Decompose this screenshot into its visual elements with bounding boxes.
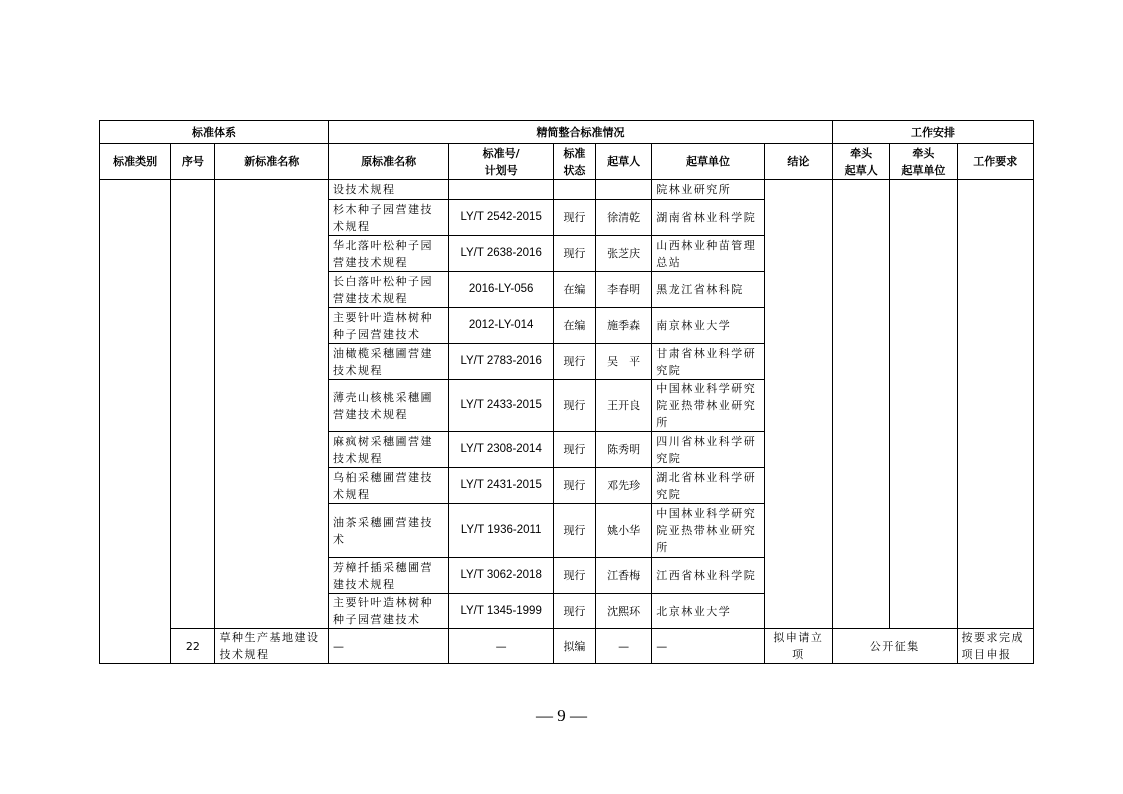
header-lead-unit-line2: 起草单位 xyxy=(901,163,946,177)
header-requirement: 工作要求 xyxy=(957,144,1033,180)
orig-name-cell: 设技术规程 xyxy=(328,180,448,200)
std-no-cell: LY/T 2431-2015 xyxy=(449,468,553,504)
conclusion-cell xyxy=(764,180,832,629)
drafting-unit-cell: 院林业研究所 xyxy=(652,180,764,200)
drafter-cell: 张芝庆 xyxy=(596,236,652,272)
drafter-cell: 施季森 xyxy=(596,308,652,344)
orig-name-cell: 华北落叶松种子园营建技术规程 xyxy=(328,236,448,272)
status-cell: 现行 xyxy=(553,380,595,432)
header-drafting-unit: 起草单位 xyxy=(652,144,764,180)
status-cell: 现行 xyxy=(553,504,595,558)
orig-name-cell: 油橄榄采穗圃营建技术规程 xyxy=(328,344,448,380)
std-no-cell: LY/T 2783-2016 xyxy=(449,344,553,380)
header-group-integration: 精简整合标准情况 xyxy=(328,121,832,144)
orig-name-cell: 麻疯树采穗圃营建技术规程 xyxy=(328,432,448,468)
drafting-unit-cell: 甘肃省林业科学研究院 xyxy=(652,344,764,380)
header-orig-name: 原标准名称 xyxy=(328,144,448,180)
header-status xyxy=(553,144,595,180)
seq-cell xyxy=(171,180,215,629)
new-name-cell xyxy=(215,180,329,629)
std-no-cell: LY/T 2638-2016 xyxy=(449,236,553,272)
drafting-unit-cell: 江西省林业科学院 xyxy=(652,558,764,594)
header-conclusion: 结论 xyxy=(764,144,832,180)
header-status-line1: 标准 xyxy=(563,146,586,160)
std-no-cell: LY/T 3062-2018 xyxy=(449,558,553,594)
header-std-no xyxy=(449,144,553,180)
new-name-cell: 草种生产基地建设技术规程 xyxy=(215,629,329,664)
header-group-row xyxy=(100,121,1034,144)
orig-name-cell: 薄壳山核桃采穗圃营建技术规程 xyxy=(328,380,448,432)
conclusion-cell: 拟申请立项 xyxy=(764,629,832,664)
drafting-unit-cell: 山西林业种苗管理总站 xyxy=(652,236,764,272)
drafting-unit-cell: 黑龙江省林科院 xyxy=(652,272,764,308)
orig-name-cell: — xyxy=(328,629,448,664)
drafter-cell xyxy=(596,180,652,200)
std-no-cell: 2016-LY-056 xyxy=(449,272,553,308)
drafter-cell: 吴 平 xyxy=(596,344,652,380)
orig-name-cell: 油茶采穗圃营建技术 xyxy=(328,504,448,558)
std-no-cell: 2012-LY-014 xyxy=(449,308,553,344)
lead-person-cell xyxy=(833,180,890,629)
drafting-unit-cell: 中国林业科学研究院亚热带林业研究所 xyxy=(652,504,764,558)
std-no-cell: LY/T 2308-2014 xyxy=(449,432,553,468)
drafter-cell: 李春明 xyxy=(596,272,652,308)
drafting-unit-cell: 北京林业大学 xyxy=(652,594,764,629)
orig-name-cell: 乌桕采穗圃营建技术规程 xyxy=(328,468,448,504)
table-row xyxy=(100,180,1034,200)
drafter-cell: 邓先珍 xyxy=(596,468,652,504)
drafter-cell: 沈熙环 xyxy=(596,594,652,629)
drafting-unit-cell: 四川省林业科学研究院 xyxy=(652,432,764,468)
status-cell: 拟编 xyxy=(553,629,595,664)
header-lead-person-line2: 起草人 xyxy=(844,163,878,177)
std-no-cell: LY/T 1345-1999 xyxy=(449,594,553,629)
header-std-no-line1: 标准号/ xyxy=(482,146,520,160)
status-cell: 现行 xyxy=(553,236,595,272)
requirement-cell xyxy=(957,180,1033,629)
header-new-name: 新标准名称 xyxy=(215,144,329,180)
header-column-row xyxy=(100,144,1034,180)
status-cell: 现行 xyxy=(553,594,595,629)
drafting-unit-cell: 湖北省林业科学研究院 xyxy=(652,468,764,504)
std-no-cell: LY/T 1936-2011 xyxy=(449,504,553,558)
status-cell: 在编 xyxy=(553,272,595,308)
status-cell: 现行 xyxy=(553,200,595,236)
orig-name-cell: 主要针叶造林树种种子园营建技术 xyxy=(328,308,448,344)
requirement-cell: 按要求完成项目申报 xyxy=(957,629,1033,664)
lead-cell: 公开征集 xyxy=(833,629,958,664)
drafting-unit-cell: 湖南省林业科学院 xyxy=(652,200,764,236)
status-cell: 在编 xyxy=(553,308,595,344)
std-no-cell xyxy=(449,180,553,200)
std-no-cell: LY/T 2542-2015 xyxy=(449,200,553,236)
table-row-22 xyxy=(100,629,1034,664)
status-cell: 现行 xyxy=(553,468,595,504)
status-cell: 现行 xyxy=(553,558,595,594)
header-lead-person xyxy=(833,144,890,180)
drafter-cell: 王开良 xyxy=(596,380,652,432)
header-category: 标准类别 xyxy=(100,144,171,180)
drafter-cell: — xyxy=(596,629,652,664)
drafting-unit-cell: 中国林业科学研究院亚热带林业研究所 xyxy=(652,380,764,432)
header-status-line2: 状态 xyxy=(563,163,586,177)
drafter-cell: 陈秀明 xyxy=(596,432,652,468)
drafting-unit-cell: — xyxy=(652,629,764,664)
header-drafter: 起草人 xyxy=(596,144,652,180)
drafter-cell: 江香梅 xyxy=(596,558,652,594)
drafter-cell: 徐清乾 xyxy=(596,200,652,236)
orig-name-cell: 长白落叶松种子园营建技术规程 xyxy=(328,272,448,308)
orig-name-cell: 杉木种子园营建技术规程 xyxy=(328,200,448,236)
seq-cell: 22 xyxy=(171,629,215,664)
lead-unit-cell xyxy=(890,180,957,629)
std-no-cell: LY/T 2433-2015 xyxy=(449,380,553,432)
orig-name-cell: 芳樟扦插采穗圃营建技术规程 xyxy=(328,558,448,594)
drafting-unit-cell: 南京林业大学 xyxy=(652,308,764,344)
standards-table xyxy=(99,120,1034,664)
drafter-cell: 姚小华 xyxy=(596,504,652,558)
std-no-cell: — xyxy=(449,629,553,664)
status-cell: 现行 xyxy=(553,344,595,380)
category-cell xyxy=(100,180,171,664)
header-lead-person-line1: 牵头 xyxy=(850,146,873,160)
header-lead-unit-line1: 牵头 xyxy=(912,146,935,160)
status-cell: 现行 xyxy=(553,432,595,468)
orig-name-cell: 主要针叶造林树种种子园营建技术 xyxy=(328,594,448,629)
status-cell xyxy=(553,180,595,200)
header-group-system: 标准体系 xyxy=(100,121,329,144)
page-number: — 9 — xyxy=(536,706,587,725)
header-group-work: 工作安排 xyxy=(833,121,1034,144)
header-std-no-line2: 计划号 xyxy=(484,163,518,177)
header-seq: 序号 xyxy=(171,144,215,180)
header-lead-unit xyxy=(890,144,957,180)
